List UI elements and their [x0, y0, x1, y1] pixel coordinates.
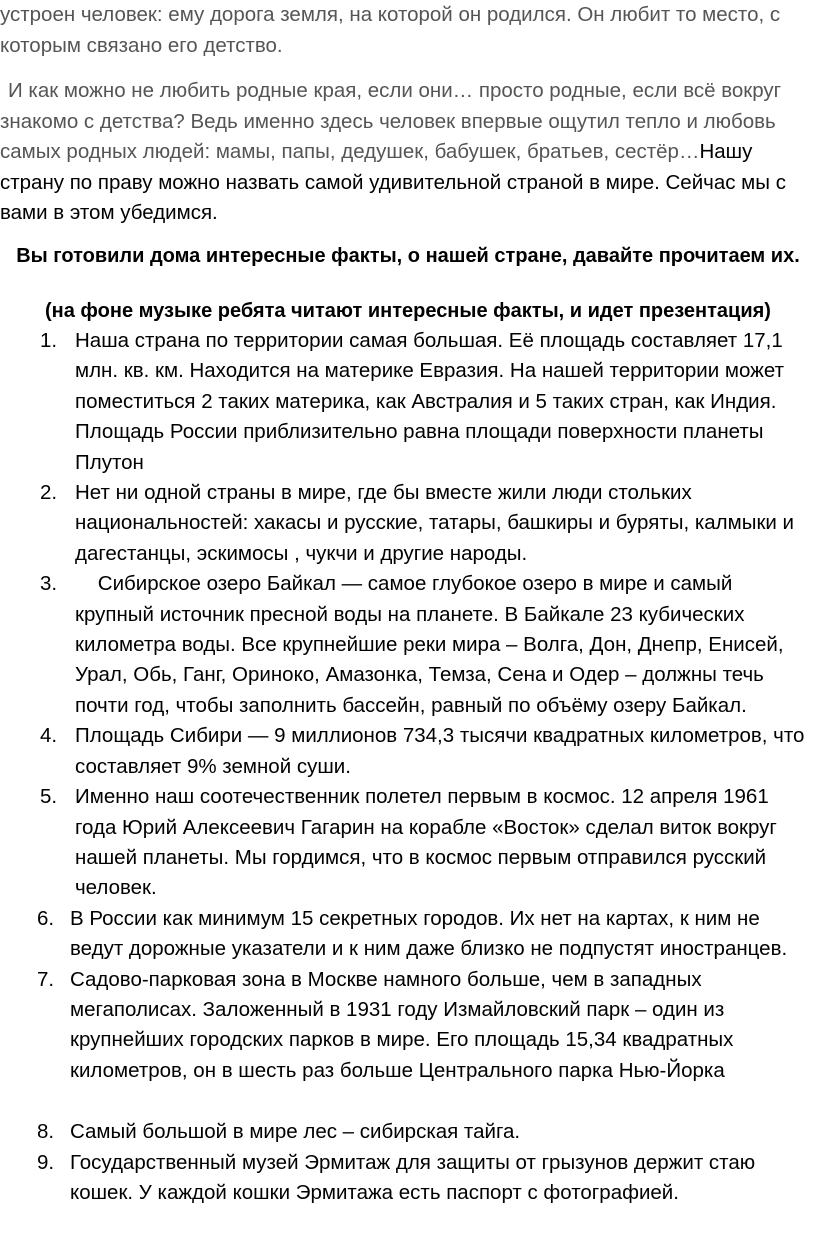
list-item-number: 3. — [40, 572, 58, 596]
list-item-number: 7. — [37, 967, 55, 991]
list-item-number: 5. — [40, 785, 58, 809]
section-subheading: (на фоне музыке ребята читают интересные факты, и идет презентация) — [45, 300, 771, 322]
list-item-number: 8. — [37, 1120, 55, 1144]
list-item-text: Нет ни одной страны в мире, где бы вместе жили люди стольких национальностей: хакасы и русские, татары, башкиры и буряты, калмыки и дагестанцы, эскимосы , чукчи и другие народы. — [75, 481, 795, 565]
list-item-number: 1. — [40, 329, 58, 352]
list-item-text: Сибирское озеро Байкал — самое глубокое озеро в мире и самый крупный источник пресной воды на планете. В Байкале 23 кубических километра воды. Все крупнейшие реки мира – Волга, Дон, Днепр, Енисей, Урал, Обь, Ганг, Ориноко, Амазонка, Темза, Сена и Одер – должны течь почти год, чтобы заполнить бассейн, равный по объёму озеру Байкал. — [75, 572, 790, 717]
list-item — [0, 326, 816, 478]
list-item — [0, 965, 816, 1087]
list-item — [0, 1148, 816, 1209]
list-item-text: В России как минимум 15 секретных городов. Их нет на картах, к ним не ведут дорожные указатели и к ним даже близко не подпустят иностранцев. — [70, 906, 788, 961]
section-heading: Вы готовили дома интересные факты, о нашей стране, давайте прочитаем их. — [16, 245, 800, 267]
list-item-text: Площадь Сибири — 9 миллионов 734,3 тысячи квадратных километров, что составляет 9% земной суши. — [75, 724, 805, 778]
list-item — [0, 569, 816, 721]
list-item-text: Садово-парковая зона в Москве намного больше, чем в западных мегаполисах. Заложенный в 1931 году Измайловский парк – один из крупнейших городских парков в мире. Его площадь 15,34 квадратных километров, он в шесть раз больше Центрального парка Нью-Йорка — [70, 967, 734, 1082]
list-item — [0, 904, 816, 965]
list-item-text: Самый большой в мире лес – сибирская тайга. — [70, 1120, 521, 1144]
intro-paragraph-1 — [0, 0, 812, 61]
list-item-number: 2. — [40, 481, 58, 505]
intro-text-2-black: Нашу страну по праву можно назвать самой удивительной страной в мире. Сейчас мы с вами в этом убедимся. — [0, 140, 786, 224]
intro-text-1: устроен человек: ему дорога земля, на которой он родился. Он любит то место, с которым связано его детство. — [0, 3, 781, 57]
list-item — [0, 782, 816, 904]
list-item-number: 6. — [37, 906, 55, 930]
intro-paragraph-2 — [0, 76, 812, 229]
list-item — [0, 478, 816, 569]
facts-list — [0, 326, 816, 1208]
list-item-number: 9. — [37, 1150, 55, 1174]
list-item-text: Именно наш соотечественник полетел первым в космос. 12 апреля 1961 года Юрий Алексеевич Гагарин на корабле «Восток» сделал виток вокруг нашей планеты. Мы гордимся, что в космос первым отправился русский человек. — [75, 785, 777, 900]
list-item-number: 4. — [40, 724, 58, 748]
list-item — [0, 721, 816, 782]
list-item-text: Наша страна по территории самая большая. Её площадь составляет 17,1 млн. кв. км. Находится на материке Евразия. На нашей территории может поместиться 2 таких материка, как Австралия и 5 таких стран, как Индия. Площадь России приблизительно равна площади поверхности планеты Плутон — [75, 329, 784, 474]
intro-text-2-gray: И как можно не любить родные края, если они… просто родные, если всё вокруг знакомо с детства? Ведь именно здесь человек впервые ощутил тепло и любовь самых родных людей: мамы, папы, дедушек, бабушек, братьев, сестёр… — [0, 79, 782, 163]
list-item-text: Государственный музей Эрмитаж для защиты от грызунов держит стаю кошек. У каждой кошки Эрмитажа есть паспорт с фотографией. — [70, 1150, 756, 1204]
list-item — [0, 1117, 816, 1147]
